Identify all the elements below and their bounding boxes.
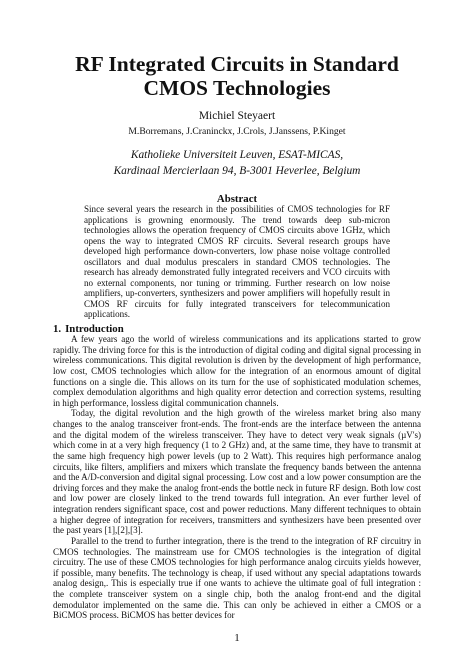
introduction-body: [53, 334, 421, 621]
paper-title-line-1: RF Integrated Circuits in Standard: [75, 52, 399, 76]
affiliation-line-2: Kardinaal Mercierlaan 94, B-3001 Heverlee, Belgium: [113, 165, 361, 177]
coauthor-list: M.Borremans, J.Craninckx, J.Crols, J.Janssens, P.Kinget: [128, 126, 346, 137]
section-number: 1.: [53, 323, 62, 335]
paper-title-line-2: CMOS Technologies: [143, 76, 331, 100]
page-number: 1: [234, 632, 240, 644]
affiliation: [40, 147, 434, 179]
intro-paragraph-2: Today, the digital revolution and the high growth of the wireless market bring also many changes to the analog transceiver front-ends. The front-ends are the interface between the antenna and the digital modem of the wireless transceiver. They have to detect very weak signals (µV's) which come in at a very high frequency (1 to 2 GHz) and, at the same time, they have to transmit at the same high frequency high power levels (up to 2 Watt). This requires high performance analog circuits, like filters, amplifiers and mixers which translate the frequency bands between the antenna and the A/D-conversion and digital signal processing. Low cost and a low power consumption are the driving forces and they make the analog front-ends the bottle neck in future RF design. Both low cost and low power are closely linked to the trend towards full integration. An ever further level of integration renders significant space, cost and power reductions. Many different techniques to obtain a higher degree of integration for receivers, transmitters and synthesizers have been presented over the past years [1],[2],[3].: [53, 408, 421, 536]
intro-paragraph-1: A few years ago the world of wireless communications and its applications started to grow rapidly. The driving force for this is the introduction of digital coding and digital signal processing in wireless communications. This digital revolution is driven by the development of high performance, low cost, CMOS technologies which allow for the integration of an enormous amount of digital functions on a single die. This allows on its turn for the use of sophisticated modulation schemes, complex demodulation algorithms and high quality error detection and correction systems, resulting in high performance, lossless digital communication channels.: [53, 334, 421, 408]
author-name: Michiel Steyaert: [198, 110, 276, 122]
intro-paragraph-3: Parallel to the trend to further integration, there is the trend to the integration of RF circuitry in CMOS technologies. The mainstream use for CMOS technologies is the integration of digital circuitry. The use of these CMOS technologies for high performance analog circuits yields however, if possible, many benefits. The technology is cheap, if used without any special adaptations towards analog design,. This is especially true if one wants to achieve the ultimate goal of full integration : the complete transceiver system on a single chip, both the analog front-end and the digital demodulator implemented on the same die. This can only be achieved in either a CMOS or a BiCMOS process. BiCMOS has better devices for: [53, 535, 421, 621]
paper-title: [40, 52, 434, 100]
abstract-text: Since several years the research in the possibilities of CMOS technologies for RF applications is growning enormously. The trend towards deep sub-micron technologies allows the operation frequency of CMOS circuits above 1GHz, which opens the way to integrated CMOS RF circuits. Several research groups have developed high performance down-converters, low phase noise voltage controlled oscillators and dual modulus prescalers in standard CMOS technologies. The research has already demonstrated fully integrated receivers and VCO circuits with no external components, nor tuning or trimming. Further research on low noise amplifiers, up-converters, synthesizers and power amplifiers will hopefully result in CMOS RF circuits for fully integrated transceivers for telecommunication applications.: [84, 204, 390, 320]
section-title: Introduction: [65, 323, 124, 335]
abstract-heading: Abstract: [216, 193, 258, 205]
affiliation-line-1: Katholieke Universiteit Leuven, ESAT-MICAS,: [130, 149, 344, 161]
